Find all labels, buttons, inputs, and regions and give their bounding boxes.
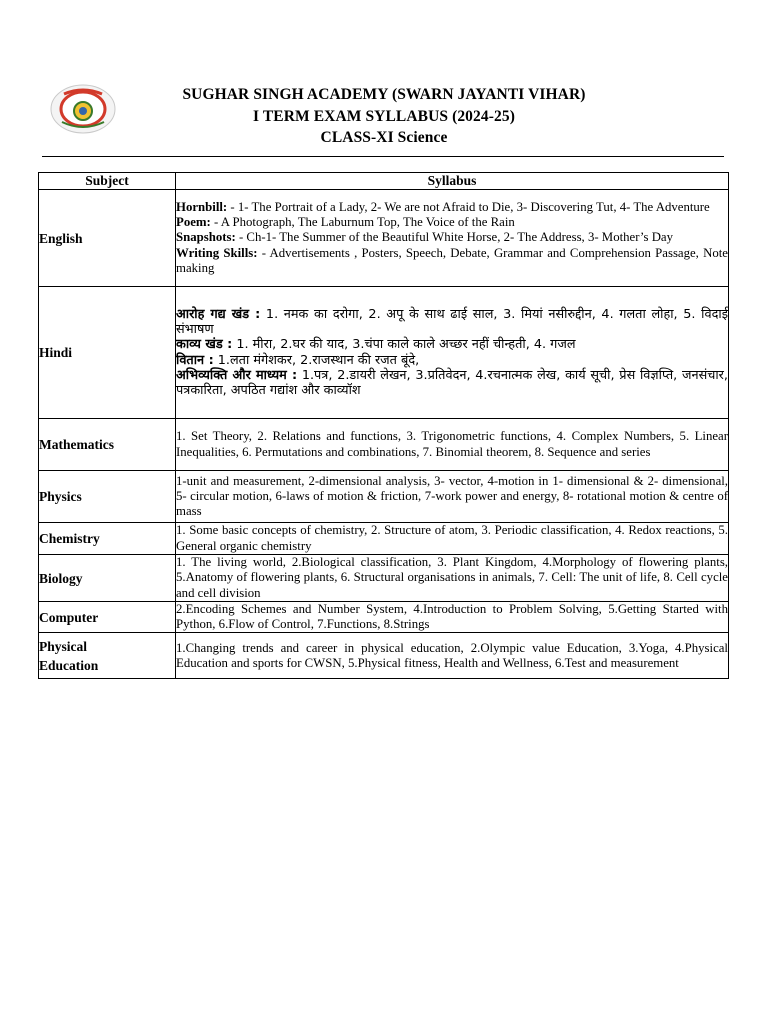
table-row <box>39 555 729 602</box>
table-row <box>39 523 729 555</box>
syllabus-mathematics: 1. Set Theory, 2. Relations and functions, 3. Trigonometric functions, 4. Complex Numbers, 5. Linear Inequalities, 6. Permutations and combinations, 7. Binomial theorem, 8. Sequence and series <box>176 419 729 471</box>
title-block <box>0 84 768 149</box>
subject-pe-line2: Education <box>39 657 99 673</box>
syllabus-computer: 2.Encoding Schemes and Number System, 4.Introduction to Problem Solving, 5.Getting Started with Python, 6.Flow of Control, 7.Functions, 8.Strings <box>176 602 728 632</box>
syllabus-chemistry: 1. Some basic concepts of chemistry, 2. Structure of atom, 3. Periodic classification, 4. Redox reactions, 5. General organic chemistry <box>176 523 728 553</box>
school-name: SUGHAR SINGH ACADEMY (SWARN JAYANTI VIHAR) <box>182 86 586 103</box>
subject-physics: Physics <box>39 471 176 523</box>
kavya-text: 1. मीरा, 2.घर की याद, 3.चंपा काले काले अच्छर नहीं चीन्हती, 4. गजल <box>232 337 576 353</box>
writing-skills-label: Writing Skills: <box>176 245 258 260</box>
syllabus-column-header: Syllabus <box>176 173 729 190</box>
kavya-label: काव्य खंड : <box>176 337 233 353</box>
table-row <box>39 633 729 679</box>
subject-hindi: Hindi <box>39 287 176 419</box>
table-row <box>39 287 729 419</box>
class-title: CLASS-XI Science <box>320 129 448 146</box>
aroh-text: 1. नमक का दरोगा, 2. अपू के साथ ढाई साल, 3. मियां नसीरुद्दीन, 4. गलता लोहा, 5. विदाई संभाषण <box>176 306 728 338</box>
subject-pe-line1: Physical <box>39 638 88 654</box>
subject-physical-education <box>39 633 176 679</box>
abhivyakti-label: अभिव्यक्ति और माध्यम : <box>176 367 298 383</box>
vitan-text: 1.लता मंगेशकर, 2.राजस्थान की रजत बूंदे, <box>213 352 420 368</box>
table-row <box>39 471 729 523</box>
syllabus-table <box>38 172 729 679</box>
snapshots-text: - Ch-1- The Summer of the Beautiful White Horse, 2- The Address, 3- Mother’s Day <box>235 230 674 245</box>
subject-column-header: Subject <box>39 173 176 190</box>
vitan-label: वितान : <box>176 352 214 368</box>
table-header-row <box>39 173 729 190</box>
hornbill-text: - 1- The Portrait of a Lady, 2- We are not Afraid to Die, 3- Discovering Tut, 4- The Adventure <box>227 199 710 214</box>
abhivyakti-text: 1.पत्र, 2.डायरी लेखन, 3.प्रतिवेदन, 4.रचनात्मक लेख, कार्य सूची, प्रेस विज्ञप्ति, जनसंचार, पत्रकारिता, अपठित गद्यांश और काव्यॉश <box>176 367 728 398</box>
syllabus-english <box>176 190 729 287</box>
subject-computer: Computer <box>39 602 176 633</box>
table-row <box>39 602 729 633</box>
page-header <box>0 0 768 160</box>
aroh-label: आरोह गद्य खंड : <box>176 306 261 322</box>
snapshots-label: Snapshots: <box>176 230 236 245</box>
hornbill-label: Hornbill: <box>176 199 228 214</box>
subject-chemistry: Chemistry <box>39 523 176 555</box>
table-row <box>39 190 729 287</box>
subject-mathematics: Mathematics <box>39 419 176 471</box>
syllabus-physics: 1-unit and measurement, 2-dimensional analysis, 3- vector, 4-motion in 1- dimensional & 2- dimensional, 5- circular motion, 6-laws of motion & friction, 7-work power and energy, 8- rotational motion & centre of mass <box>176 471 729 523</box>
subject-english: English <box>39 190 176 287</box>
poem-label: Poem: <box>176 215 211 230</box>
exam-title: I TERM EXAM SYLLABUS (2024-25) <box>253 107 515 125</box>
syllabus-physical-education: 1.Changing trends and career in physical education, 2.Olympic value Education, 3.Yoga, 4.Physical Education and sports for CWSN, 5.Physical fitness, Health and Wellness, 6.Test and measurement <box>176 633 729 679</box>
writing-skills-text: - Advertisements , Posters, Speech, Debate, Grammar and Comprehension Passage, Note making <box>176 245 728 275</box>
header-divider <box>42 156 724 157</box>
poem-text: - A Photograph, The Laburnum Top, The Voice of the Rain <box>210 215 515 230</box>
table-row <box>39 419 729 471</box>
subject-biology: Biology <box>39 555 176 602</box>
syllabus-biology: 1. The living world, 2.Biological classification, 3. Plant Kingdom, 4.Morphology of flowering plants, 5.Anatomy of flowering plants, 6. Structural organisations in animals, 7. Cell: The unit of life, 8. Cell cycle and cell division <box>176 555 728 600</box>
syllabus-hindi <box>176 287 729 419</box>
